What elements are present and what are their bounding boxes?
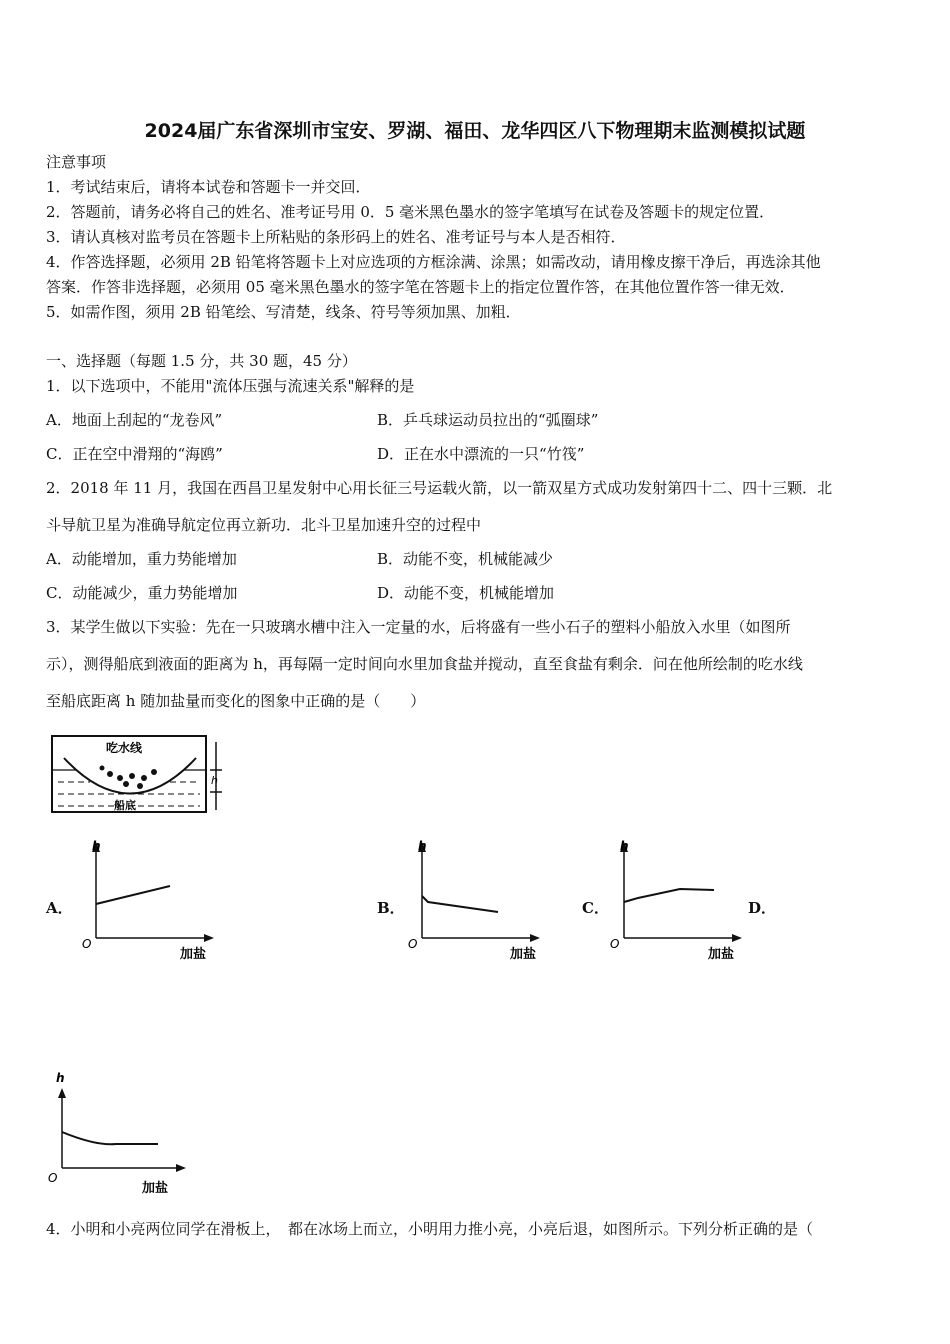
q1-option-c: C．正在空中滑翔的“海鸥” [46, 445, 223, 463]
waterline-label: 吃水线 [106, 741, 143, 755]
q1-option-b: B．乒乓球运动员拉出的“弧圈球” [377, 411, 599, 429]
origin-label: O [408, 937, 418, 951]
q3-option-b-label: B． [377, 899, 405, 917]
q3-stem-line2: 示），测得船底到液面的距离为 h，再每隔一定时间向水里加食盐并搅动，直至食盐有剩余．问在他所绘制的吃水线 [46, 655, 803, 673]
x-axis-label: 加盐 [708, 947, 735, 962]
curve-b [422, 896, 498, 912]
graph-c [608, 838, 758, 968]
page-title: 2024届广东省深圳市宝安、罗湖、福田、龙华四区八下物理期末监测模拟试题 [144, 120, 806, 142]
q1-option-a: A．地面上刮起的“龙卷风” [46, 411, 223, 429]
boat-figure [50, 734, 230, 816]
curve-c [624, 889, 714, 902]
x-axis-label: 加盐 [180, 947, 207, 962]
notice-item: 2．答题前，请务必将自己的姓名、准考证号用 0．5 毫米黑色墨水的签字笔填写在试卷及答题卡的规定位置． [46, 203, 775, 221]
graph-b [406, 838, 556, 968]
q4-stem: 4．小明和小亮两位同学在滑板上， 都在冰场上而立，小明用力推小亮，小亮后退，如图所示。下列分析正确的是（ [46, 1220, 814, 1238]
q3-stem-line3: 至船底距离 h 随加盐量而变化的图象中正确的是（ ） [46, 692, 426, 710]
q2-option-b: B．动能不变，机械能减少 [377, 550, 554, 568]
y-axis-label: h [56, 1071, 65, 1085]
q2-option-d: D．动能不变，机械能增加 [377, 584, 555, 602]
q2-stem-line2: 斗导航卫星为准确导航定位再立新功．北斗卫星加速升空的过程中 [46, 516, 482, 534]
q2-stem-line1: 2．2018 年 11 月，我国在西昌卫星发射中心用长征三号运载火箭，以一箭双星方式成功发射第四十二、四十三颗．北 [46, 479, 833, 497]
notice-item: 3．请认真核对监考员在答题卡上所粘贴的条形码上的姓名、准考证号与本人是否相符． [46, 228, 626, 246]
q3-option-a-label: A． [46, 899, 73, 917]
q3-option-d-label: D． [748, 899, 777, 917]
bottom-label: 船底 [114, 799, 136, 812]
y-axis-label: h [620, 839, 629, 853]
graph-a [80, 838, 230, 968]
h-label: h [211, 774, 218, 787]
origin-label: O [82, 937, 92, 951]
notice-heading: 注意事项 [46, 153, 107, 171]
notice-item: 5．如需作图，须用 2B 铅笔绘、写清楚，线条、符号等须加黑、加粗． [46, 303, 521, 321]
x-axis-label: 加盐 [510, 947, 537, 962]
q1-option-d: D．正在水中漂流的一只“竹筏” [377, 445, 585, 463]
notice-item: 1．考试结束后，请将本试卷和答题卡一并交回． [46, 178, 371, 196]
q3-stem-line1: 3．某学生做以下实验：先在一只玻璃水槽中注入一定量的水，后将盛有一些小石子的塑料小船放入水里（如图所 [46, 618, 791, 636]
origin-label: O [48, 1171, 58, 1185]
origin-label: O [610, 937, 620, 951]
curve-a [96, 886, 170, 904]
q3-option-c-label: C． [582, 899, 609, 917]
curve-d [62, 1132, 158, 1144]
notice-item: 答案．作答非选择题，必须用 05 毫米黑色墨水的签字笔在答题卡上的指定位置作答，在其他位置作答一律无效． [46, 278, 795, 296]
section-heading: 一、选择题（每题 1.5 分，共 30 题，45 分） [46, 352, 357, 370]
y-axis-label: h [92, 839, 101, 853]
q1-stem: 1．以下选项中，不能用"流体压强与流速关系"解释的是 [46, 377, 415, 395]
graph-d [46, 1066, 196, 1196]
q2-option-c: C．动能减少，重力势能增加 [46, 584, 238, 602]
q2-option-a: A．动能增加，重力势能增加 [46, 550, 237, 568]
y-axis-label: h [418, 839, 427, 853]
notice-item: 4．作答选择题，必须用 2B 铅笔将答题卡上对应选项的方框涂满、涂黑；如需改动，请用橡皮擦干净后，再选涂其他 [46, 253, 821, 271]
x-axis-label: 加盐 [142, 1181, 169, 1196]
